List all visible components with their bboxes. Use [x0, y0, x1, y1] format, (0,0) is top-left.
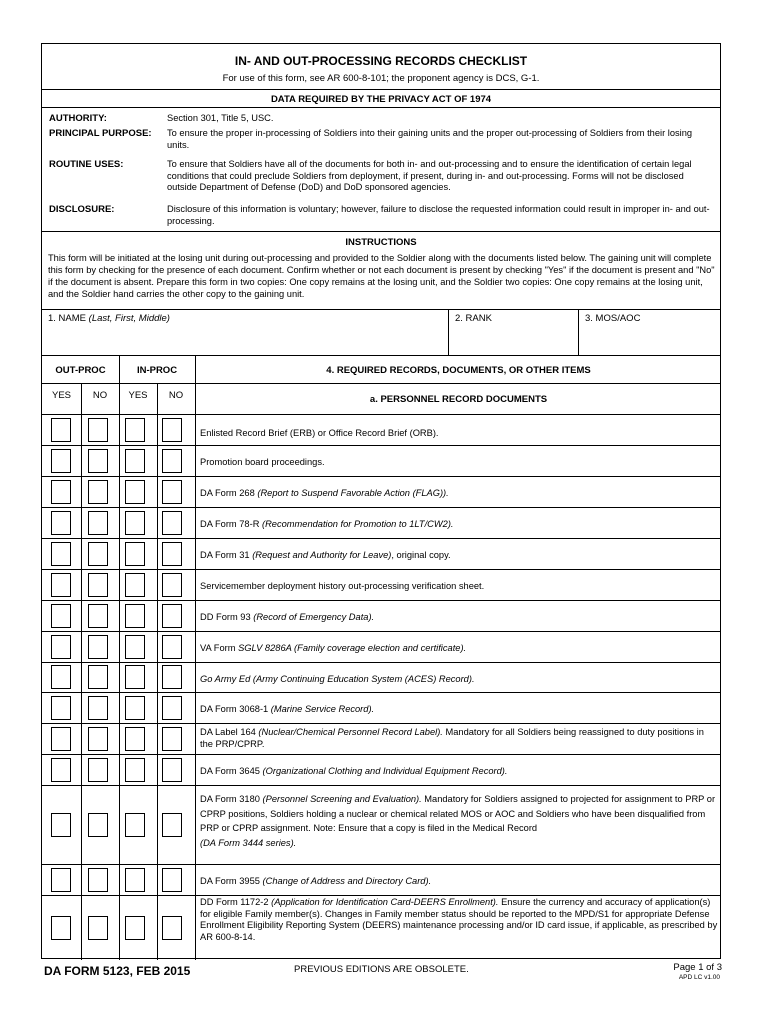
- row-divider: [42, 692, 720, 693]
- out-no-checkbox[interactable]: [88, 418, 108, 442]
- item-italic: (Organizational Clothing and Individual Equipment Record).: [262, 766, 508, 776]
- item-plain: Promotion board proceedings.: [200, 457, 325, 467]
- in-yes-checkbox[interactable]: [125, 542, 145, 566]
- item-italic: (Marine Service Record).: [270, 704, 375, 714]
- name-field-label: [48, 313, 170, 324]
- in-yes-checkbox[interactable]: [125, 635, 145, 659]
- divider: [42, 355, 720, 356]
- in-proc-header: IN-PROC: [136, 365, 178, 376]
- page-number: Page 1 of 3: [673, 962, 722, 973]
- item-italic: (Personnel Screening and Evaluation).: [262, 794, 422, 804]
- in-yes-checkbox[interactable]: [125, 916, 145, 940]
- out-yes-checkbox[interactable]: [51, 635, 71, 659]
- out-no-checkbox[interactable]: [88, 449, 108, 473]
- in-no-checkbox[interactable]: [162, 418, 182, 442]
- item-text: [200, 610, 718, 625]
- out-no-checkbox[interactable]: [88, 696, 108, 720]
- out-yes-checkbox[interactable]: [51, 542, 71, 566]
- privacy-header: DATA REQUIRED BY THE PRIVACY ACT OF 1974: [270, 94, 492, 105]
- out-yes-header: YES: [51, 390, 71, 401]
- in-yes-checkbox[interactable]: [125, 665, 145, 689]
- out-no-checkbox[interactable]: [88, 727, 108, 751]
- out-no-checkbox[interactable]: [88, 511, 108, 535]
- subsection-header: a. PERSONNEL RECORD DOCUMENTS: [369, 394, 548, 405]
- instructions-header: INSTRUCTIONS: [345, 237, 417, 248]
- item-text: [200, 792, 718, 850]
- in-no-checkbox[interactable]: [162, 813, 182, 837]
- in-no-checkbox[interactable]: [162, 758, 182, 782]
- item-text: [200, 517, 718, 532]
- out-no-checkbox[interactable]: [88, 635, 108, 659]
- out-no-checkbox[interactable]: [88, 813, 108, 837]
- out-yes-checkbox[interactable]: [51, 511, 71, 535]
- in-no-checkbox[interactable]: [162, 868, 182, 892]
- out-no-checkbox[interactable]: [88, 758, 108, 782]
- item-text: [200, 874, 718, 889]
- form-title: IN- AND OUT-PROCESSING RECORDS CHECKLIST: [234, 54, 528, 68]
- divider: [578, 309, 579, 355]
- item-plain: DA Form 268: [200, 488, 258, 498]
- routine-text: To ensure that Soldiers have all of the documents for both in- and out-processing and to ensure the identification of certain legal conditions that could preclude Soldiers from deployment, if present, during in- and out-processing. Forms will not be disclosed outside Department of Defense (DoD) and DoD sponsored agencies.: [167, 159, 692, 192]
- divider: [448, 309, 449, 355]
- item-italic: (Request and Authority for Leave): [252, 550, 392, 560]
- authority-label: AUTHORITY:: [49, 113, 107, 124]
- out-no-checkbox[interactable]: [88, 542, 108, 566]
- item-plain: DA Form 31: [200, 550, 253, 560]
- item-plain: Enlisted Record Brief (ERB) or Office Record Brief (ORB).: [200, 428, 439, 438]
- row-divider: [42, 445, 720, 446]
- item-plain: Servicemember deployment history out-processing verification sheet.: [200, 581, 485, 591]
- item-text: [200, 641, 718, 656]
- section-header: 4. REQUIRED RECORDS, DOCUMENTS, OR OTHER ITEMS: [326, 365, 591, 376]
- in-no-header: NO: [168, 390, 184, 401]
- in-yes-checkbox[interactable]: [125, 418, 145, 442]
- out-yes-checkbox[interactable]: [51, 758, 71, 782]
- divider: [42, 309, 720, 310]
- in-no-checkbox[interactable]: [162, 727, 182, 751]
- row-divider: [42, 895, 720, 896]
- item-italic: (Report to Suspend Favorable Action (FLAG)).: [257, 488, 449, 498]
- rank-field-label: 2. RANK: [455, 313, 492, 324]
- out-yes-checkbox[interactable]: [51, 604, 71, 628]
- row-divider: [42, 754, 720, 755]
- item-text: [200, 548, 718, 563]
- out-yes-checkbox[interactable]: [51, 813, 71, 837]
- row-divider: [42, 476, 720, 477]
- item-after: Ensure the currency and accuracy of application(s) for eligible Family member(s). Changes in Family member status should be reported to the MPD/S1 for appropriate Defense Enrollment Eligibility Reporting System (DEERS) maintenance processing and/or ID card issue, if applicable, as prescribed by AR 600-8-14.: [200, 897, 718, 942]
- item-italic: SGLV 8286A (Family coverage election and certificate).: [238, 643, 467, 653]
- row-divider: [42, 662, 720, 663]
- in-yes-checkbox[interactable]: [125, 449, 145, 473]
- row-divider: [42, 631, 720, 632]
- item-text: [200, 764, 718, 779]
- item-plain: DA Form 3955: [200, 876, 263, 886]
- in-yes-checkbox[interactable]: [125, 696, 145, 720]
- previous-editions-note: PREVIOUS EDITIONS ARE OBSOLETE.: [294, 964, 469, 975]
- in-yes-checkbox[interactable]: [125, 868, 145, 892]
- in-yes-checkbox[interactable]: [125, 727, 145, 751]
- apd-version: APD LC v1.00: [678, 974, 720, 981]
- row-divider: [42, 723, 720, 724]
- in-no-checkbox[interactable]: [162, 511, 182, 535]
- in-no-checkbox[interactable]: [162, 635, 182, 659]
- row-divider: [42, 600, 720, 601]
- item-text: [200, 897, 718, 943]
- mos-field-label: 3. MOS/AOC: [585, 313, 641, 324]
- in-yes-checkbox[interactable]: [125, 480, 145, 504]
- authority-text: Section 301, Title 5, USC.: [167, 113, 274, 123]
- form-sheet: [41, 43, 721, 959]
- divider: [157, 383, 158, 960]
- form-id: DA FORM 5123, FEB 2015: [44, 964, 191, 978]
- item-italic: Go Army Ed (Army Continuing Education System (ACES) Record).: [200, 674, 475, 684]
- out-no-checkbox[interactable]: [88, 868, 108, 892]
- item-italic: (Recommendation for Promotion to 1LT/CW2).: [262, 519, 454, 529]
- row-divider: [42, 785, 720, 786]
- in-no-checkbox[interactable]: [162, 604, 182, 628]
- in-no-checkbox[interactable]: [162, 696, 182, 720]
- item-text: [200, 727, 718, 750]
- item-text: [200, 702, 718, 717]
- item-italic: (Change of Address and Directory Card).: [262, 876, 432, 886]
- name-label: 1. NAME: [48, 313, 87, 324]
- item-italic-2: (DA Form 3444 series).: [200, 837, 297, 848]
- in-yes-checkbox[interactable]: [125, 511, 145, 535]
- out-yes-checkbox[interactable]: [51, 868, 71, 892]
- item-text: [200, 426, 718, 441]
- out-no-checkbox[interactable]: [88, 573, 108, 597]
- item-plain: VA Form: [200, 643, 239, 653]
- item-plain: DA Form 3180: [200, 794, 263, 804]
- in-yes-checkbox[interactable]: [125, 573, 145, 597]
- item-after: Mandatory for all Soldiers being reassigned to duty positions in the PRP/CPRP.: [200, 727, 704, 749]
- item-plain: DA Form 78-R: [200, 519, 262, 529]
- in-yes-checkbox[interactable]: [125, 604, 145, 628]
- out-yes-checkbox[interactable]: [51, 696, 71, 720]
- in-yes-header: YES: [128, 390, 148, 401]
- instructions-text: This form will be initiated at the losing unit during out-processing and provided to the Soldier along with the documents listed below. The gaining unit will complete this form by checking for the presence of each document. Confirm whether or not each document is present by checking "Yes" if the document is present and "No" if the document is absent. Prepare this form in two copies: One copy remains at the losing unit, and the Soldier two copies: One copy remains at the losing unit, and the Soldier hand carries the other copy to the gaining unit.: [48, 253, 715, 299]
- row-divider: [42, 864, 720, 865]
- item-plain: DA Form 3068-1: [200, 704, 271, 714]
- in-no-checkbox[interactable]: [162, 665, 182, 689]
- in-no-checkbox[interactable]: [162, 480, 182, 504]
- row-divider: [42, 414, 720, 415]
- divider: [42, 231, 720, 232]
- divider: [42, 383, 720, 384]
- divider: [81, 383, 82, 960]
- purpose-label: PRINCIPAL PURPOSE:: [49, 128, 152, 139]
- item-italic: (Record of Emergency Data).: [253, 612, 375, 622]
- name-hint: (Last, First, Middle): [88, 313, 170, 324]
- out-no-checkbox[interactable]: [88, 665, 108, 689]
- in-yes-checkbox[interactable]: [125, 813, 145, 837]
- item-plain: DD Form 1172-2: [200, 897, 272, 907]
- divider: [42, 107, 720, 108]
- item-after: Mandatory for Soldiers assigned to projected for assignment to PRP or CPRP positions, Soldiers holding a nuclear or chemical related MOS or AOC and Soldiers who have been disqualified from PRP or CPRP assignment. Note: Ensure that a copy is filed in the Medical Record: [200, 794, 716, 833]
- out-yes-checkbox[interactable]: [51, 418, 71, 442]
- item-text: [200, 455, 718, 470]
- in-no-checkbox[interactable]: [162, 573, 182, 597]
- item-text: [200, 579, 718, 594]
- out-no-checkbox[interactable]: [88, 916, 108, 940]
- item-plain: DA Label 164: [200, 727, 259, 737]
- disclosure-text: Disclosure of this information is voluntary; however, failure to disclose the requested information could result in improper in- and out-processing.: [167, 204, 710, 226]
- item-plain: DA Form 3645: [200, 766, 263, 776]
- item-after: , original copy.: [391, 550, 451, 560]
- row-divider: [42, 569, 720, 570]
- in-no-checkbox[interactable]: [162, 542, 182, 566]
- item-italic: (Application for Identification Card-DEERS Enrollment).: [271, 897, 499, 907]
- disclosure-label: DISCLOSURE:: [49, 204, 115, 215]
- in-no-checkbox[interactable]: [162, 449, 182, 473]
- form-subtitle: For use of this form, see AR 600-8-101; the proponent agency is DCS, G-1.: [222, 73, 540, 84]
- out-yes-checkbox[interactable]: [51, 665, 71, 689]
- routine-label: ROUTINE USES:: [49, 159, 124, 170]
- in-no-checkbox[interactable]: [162, 916, 182, 940]
- out-yes-checkbox[interactable]: [51, 573, 71, 597]
- item-text: [200, 486, 718, 501]
- out-proc-header: OUT-PROC: [55, 365, 106, 376]
- out-no-checkbox[interactable]: [88, 480, 108, 504]
- item-text: [200, 672, 718, 687]
- item-plain: DD Form 93: [200, 612, 254, 622]
- row-divider: [42, 507, 720, 508]
- in-yes-checkbox[interactable]: [125, 758, 145, 782]
- out-yes-checkbox[interactable]: [51, 916, 71, 940]
- out-yes-checkbox[interactable]: [51, 727, 71, 751]
- out-no-header: NO: [92, 390, 108, 401]
- purpose-text: To ensure the proper in-processing of Soldiers into their gaining units and the proper out-processing of Soldiers from their losing units.: [167, 128, 693, 150]
- divider: [42, 89, 720, 90]
- out-yes-checkbox[interactable]: [51, 480, 71, 504]
- item-italic: (Nuclear/Chemical Personnel Record Label).: [258, 727, 443, 737]
- out-no-checkbox[interactable]: [88, 604, 108, 628]
- row-divider: [42, 538, 720, 539]
- out-yes-checkbox[interactable]: [51, 449, 71, 473]
